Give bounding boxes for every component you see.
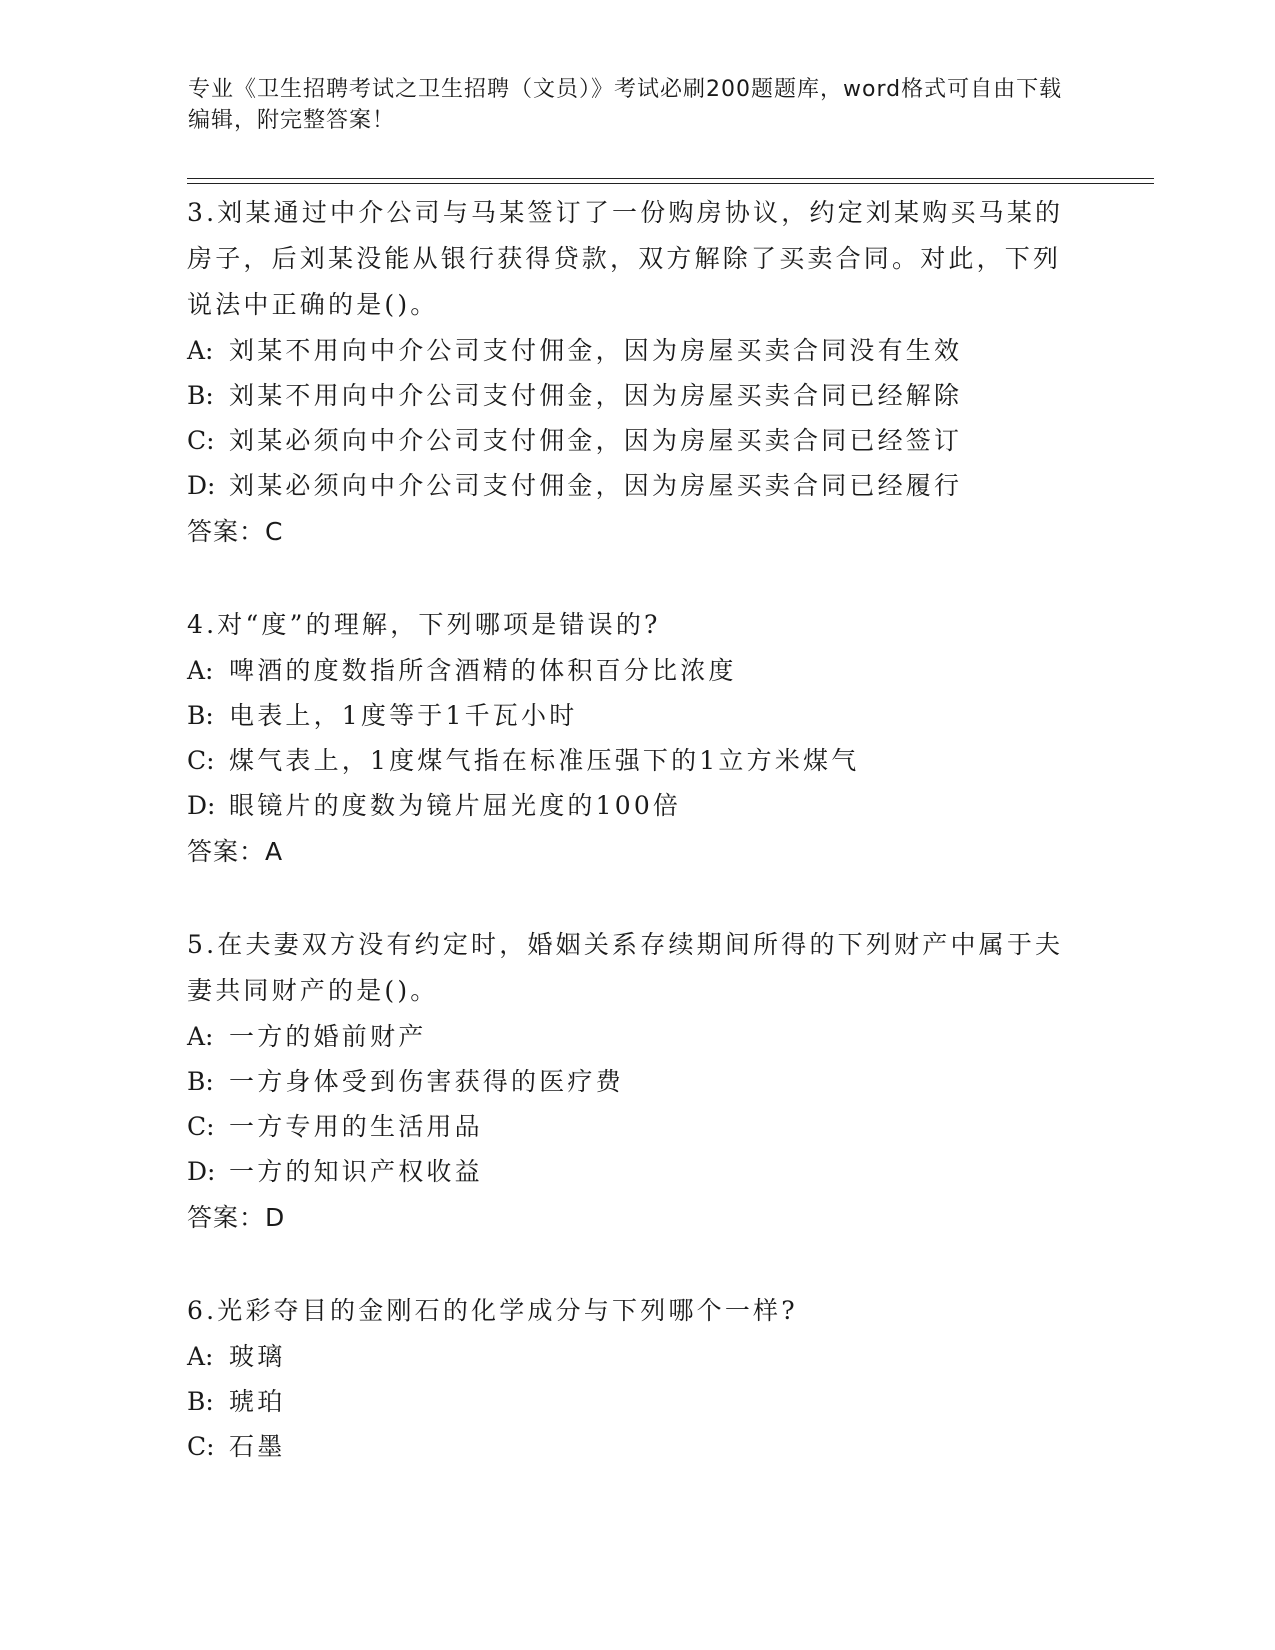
option-a xyxy=(187,1334,1087,1379)
option-letter: C: xyxy=(187,426,215,455)
option-letter: B: xyxy=(187,1067,214,1096)
answer-line: 答案：C xyxy=(187,517,284,546)
answer-line: 答案：D xyxy=(187,1203,286,1232)
option-letter: B: xyxy=(187,1387,214,1416)
question-text: 5.在夫妻双方没有约定时，婚姻关系存续期间所得的下列财产中属于夫妻共同财产的是()。 xyxy=(187,930,1064,1005)
option-d xyxy=(187,463,1087,508)
header-divider-top xyxy=(187,178,1154,179)
option-letter: A: xyxy=(187,1022,214,1051)
option-text: 眼镜片的度数为镜片屈光度的100倍 xyxy=(229,791,682,820)
option-text: 一方的婚前财产 xyxy=(229,1022,427,1051)
option-b xyxy=(187,373,1087,418)
option-text: 刘某不用向中介公司支付佣金，因为房屋买卖合同没有生效 xyxy=(229,336,963,365)
option-letter: C: xyxy=(187,1112,215,1141)
option-letter: A: xyxy=(187,1342,214,1371)
question-6 xyxy=(187,1288,1087,1469)
answer-line: 答案：A xyxy=(187,837,284,866)
question-5 xyxy=(187,922,1087,1242)
option-letter: B: xyxy=(187,701,214,730)
option-text: 石墨 xyxy=(229,1432,286,1461)
document-header: 专业《卫生招聘考试之卫生招聘（文员）》考试必刷200题题库，word格式可自由下载编辑，附完整答案！ xyxy=(188,77,1063,133)
option-text: 一方专用的生活用品 xyxy=(229,1112,483,1141)
option-text: 电表上，1度等于1千瓦小时 xyxy=(229,701,578,730)
option-text: 琥珀 xyxy=(229,1387,286,1416)
option-b xyxy=(187,1379,1087,1424)
option-text: 啤酒的度数指所含酒精的体积百分比浓度 xyxy=(229,656,737,685)
option-text: 刘某必须向中介公司支付佣金，因为房屋买卖合同已经签订 xyxy=(229,426,963,455)
option-letter: A: xyxy=(187,336,214,365)
option-text: 煤气表上，1度煤气指在标准压强下的1立方米煤气 xyxy=(229,746,860,775)
option-a xyxy=(187,328,1087,373)
question-text: 3.刘某通过中介公司与马某签订了一份购房协议，约定刘某购买马某的房子，后刘某没能从银行获得贷款，双方解除了买卖合同。对此，下列说法中正确的是()。 xyxy=(187,198,1064,319)
option-b xyxy=(187,1059,1087,1104)
option-d xyxy=(187,783,1087,828)
header-divider-bottom xyxy=(187,183,1154,184)
option-a xyxy=(187,648,1087,693)
question-text: 6.光彩夺目的金刚石的化学成分与下列哪个一样? xyxy=(187,1296,798,1325)
option-a xyxy=(187,1014,1087,1059)
option-letter: C: xyxy=(187,1432,215,1461)
option-text: 刘某不用向中介公司支付佣金，因为房屋买卖合同已经解除 xyxy=(229,381,963,410)
option-b xyxy=(187,693,1087,738)
option-c xyxy=(187,1424,1087,1469)
option-letter: C: xyxy=(187,746,215,775)
option-letter: D: xyxy=(187,791,216,820)
question-text: 4.对“度”的理解，下列哪项是错误的? xyxy=(187,610,661,639)
option-d xyxy=(187,1149,1087,1194)
option-letter: D: xyxy=(187,1157,216,1186)
option-c xyxy=(187,418,1087,463)
option-text: 一方的知识产权收益 xyxy=(229,1157,483,1186)
question-3 xyxy=(187,190,1087,556)
question-4 xyxy=(187,602,1087,876)
option-c xyxy=(187,1104,1087,1149)
option-letter: D: xyxy=(187,471,216,500)
option-letter: A: xyxy=(187,656,214,685)
option-text: 一方身体受到伤害获得的医疗费 xyxy=(229,1067,624,1096)
option-text: 玻璃 xyxy=(229,1342,286,1371)
question-list xyxy=(187,190,1087,1515)
option-c xyxy=(187,738,1087,783)
option-letter: B: xyxy=(187,381,214,410)
option-text: 刘某必须向中介公司支付佣金，因为房屋买卖合同已经履行 xyxy=(229,471,963,500)
